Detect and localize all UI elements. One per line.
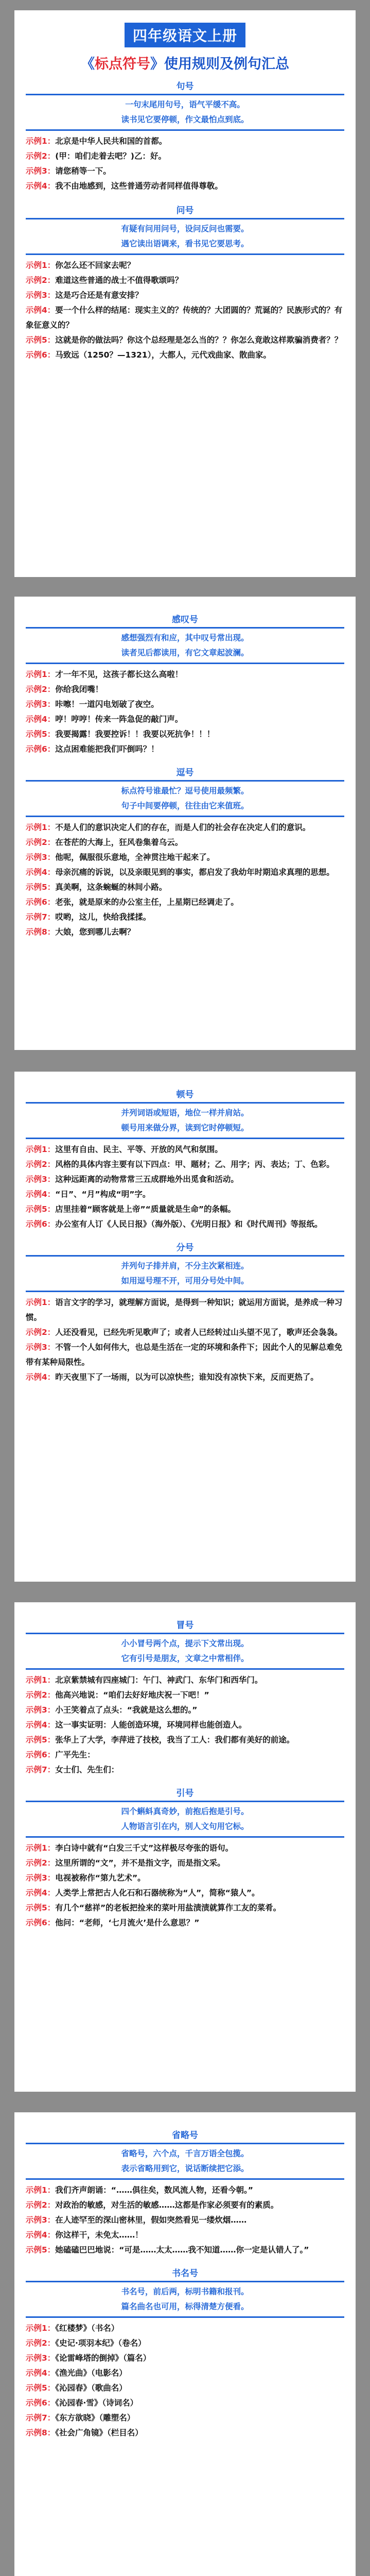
example-line: 示例3：不管一个人如何伟大，也总是生活在一定的环境和条件下；因此个人的见解总难免带有某种局限性。 (26, 1343, 343, 1367)
section-question (26, 203, 344, 363)
rule-line: 读者见后都读用，有它文章起波澜。 (26, 646, 344, 664)
example-line: 示例2：风格的具体内容主要有以下四点：甲、题材；乙、用字；丙、表达；丁、色彩。 (26, 1160, 334, 1169)
section-title: 逗号 (176, 768, 194, 778)
example-line: 示例6：广平先生： (26, 1750, 95, 1759)
rule-line: 省略号，六个点，千言万语全包揽。 (26, 2143, 344, 2161)
example-line: 示例4：《渔光曲》（电影名） (26, 2368, 127, 2378)
rule-line: 并列词语或短语，地位一样并肩站。 (26, 1102, 344, 1121)
card-colon-quotes (14, 1602, 356, 2092)
example-line: 示例5：她磕磕巴巴地说：“可是……太太……我不知道……你一定是认错人了。” (26, 2245, 309, 2255)
section-title: 问号 (176, 206, 194, 216)
rule-line: 遇它读出语调来，看书见它要思考。 (26, 236, 344, 255)
example-line: 示例4：昨天夜里下了一场雨，以为可以凉快些；谁知没有凉快下来，反而更热了。 (26, 1372, 319, 1382)
example-line: 示例1：你怎么还不回家去呢？ (26, 261, 135, 270)
example-line: 示例3：他呢，佩服很乐意地，全神贯注地干起来了。 (26, 853, 215, 862)
example-line: 示例2：《史记·项羽本纪》（卷名） (26, 2338, 146, 2348)
example-line: 示例3：这是巧合还是有意安排？ (26, 291, 143, 300)
example-line: 示例2：你给我闭嘴！ (26, 685, 103, 694)
example-line: 示例3：咔嚓！一道闪电划破了夜空。 (26, 700, 159, 709)
example-line: 示例3：请您稍等一下。 (26, 166, 111, 176)
example-line: 示例6：老张，就是原来的办公室主任，上星期已经调走了。 (26, 897, 239, 907)
example-line: 示例2：在苍茫的大海上，狂风卷集着乌云。 (26, 838, 183, 847)
example-line: 示例5：这就是你的做法吗？你这个总经理是怎么当的？？你怎么竟敢这样欺骗消费者？？ (26, 335, 343, 345)
example-line: 示例4：要一个什么样的结尾：现实主义的？传统的？大团圆的？荒诞的？民族形式的？有象征意义的？ (26, 306, 343, 330)
example-line: 示例2：他高兴地说：“咱们去好好地庆祝一下吧！” (26, 1690, 209, 1700)
example-line: 示例5：店里挂着“顾客就是上帝”“质量就是生命”的条幅。 (26, 1205, 236, 1214)
section-title: 省略号 (172, 2130, 198, 2141)
example-line: 示例3：这种远距离的动物常常三五成群地外出觅食和活动。 (26, 1175, 239, 1184)
rule-line: 标点符号谁最忙？逗号使用最频繁。 (26, 780, 344, 799)
example-line: 示例5：真美啊，这条蜿蜒的林间小路。 (26, 883, 167, 892)
example-line: 示例6：他问：“老师，‘七月流火’是什么意思？” (26, 1918, 200, 1927)
rule-line: 有疑有问用问号，设问反问也需要。 (26, 218, 344, 236)
example-line: 示例2：对政治的敏感，对生活的敏感……这都是作家必须要有的素质。 (26, 2200, 279, 2210)
example-line: 示例6：《沁园春·雪》（诗词名） (26, 2398, 138, 2408)
section-title: 顿号 (176, 1090, 194, 1100)
example-line: 示例6：办公室有人订《人民日报》（海外版）、《光明日报》和《时代周刊》等报纸。 (26, 1219, 323, 1229)
section-title: 分号 (176, 1243, 194, 1253)
subtitle: 《标点符号》使用规则及例句汇总 (81, 56, 289, 72)
example-line: 示例1：北京是中华人民共和国的首都。 (26, 137, 167, 146)
rule-line: 顿号用来做分界，读到它时停顿短。 (26, 1121, 344, 1139)
rule-line: 它有引号是朋友，文章之中常相伴。 (26, 1651, 344, 1670)
card-exclamation-comma (14, 597, 356, 1050)
example-line: 示例3：电视被称作“第九艺术”。 (26, 1873, 146, 1883)
example-line: 示例7：女士们、先生们： (26, 1765, 119, 1774)
example-line: 示例1：这里有自由、民主、平等、开放的风气和氛围。 (26, 1145, 223, 1154)
example-line: 示例2：(甲：咱们走着去吧？)乙：好。 (26, 151, 166, 161)
example-line: 示例5：《沁园春》（歌曲名） (26, 2383, 127, 2393)
example-line: 示例6：这点困难能把我们吓倒吗？！ (26, 744, 159, 754)
example-line: 示例8：大娘，您到哪儿去啊？ (26, 927, 135, 937)
rule-line: 感想强烈有和应，其中叹号常出现。 (26, 627, 344, 646)
card-period-question (14, 10, 356, 577)
example-line: 示例1：我们齐声朗诵：“……俱往矣，数风流人物，还看今朝。” (26, 2185, 253, 2195)
example-line: 示例3：小王笑着点了点头：“我就是这么想的。” (26, 1705, 198, 1715)
example-line: 示例5：张华上了大学，李萍进了技校，我当了工人：我们都有美好的前途。 (26, 1735, 295, 1744)
example-line: 示例1：李白诗中就有“白发三千丈”这样极尽夸张的语句。 (26, 1843, 234, 1853)
section-semicolon (26, 1240, 344, 1385)
rule-line: 四个蝌蚪真奇妙，前抱后抱是引号。 (26, 1801, 344, 1819)
subtitle-highlight: 标点符号 (95, 56, 150, 72)
example-line: 示例1：不是人们的意识决定人们的存在，而是人们的社会存在决定人们的意识。 (26, 823, 311, 832)
example-line: 示例4：哼！哼哼！传来一阵急促的敲门声。 (26, 715, 183, 724)
document-title (26, 23, 344, 73)
example-line: 示例5：我要揭露！我要控诉！！我要以死抗争！！！ (26, 730, 215, 739)
section-title: 句号 (176, 81, 194, 92)
section-period (26, 79, 344, 194)
example-line: 示例1：语言文字的学习，就理解方面说，是得到一种知识；就运用方面说，是养成一种习惯。 (26, 1298, 343, 1322)
section-title: 冒号 (176, 1620, 194, 1631)
section-ellipsis (26, 2128, 344, 2258)
example-line: 示例8：《社会广角镜》（栏目名） (26, 2428, 143, 2437)
section-title: 书名号 (172, 2268, 198, 2279)
rule-line: 人物语言引在内，别人文句用它标。 (26, 1819, 344, 1838)
example-line: 示例2：这里所谓的“文”，并不是指文字，而是指文采。 (26, 1858, 225, 1868)
example-line: 示例4：母亲沉痛的诉说，以及亲眼见到的事实，都启发了我幼年时期追求真理的思想。 (26, 868, 334, 877)
grade-badge: 四年级语文上册 (125, 23, 245, 47)
example-line: 示例1：北京紫禁城有四座城门：午门、神武门、东华门和西华门。 (26, 1675, 263, 1685)
example-line: 示例6：马致远（1250？—1321），大都人，元代戏曲家、散曲家。 (26, 350, 271, 360)
rule-line: 并列句子排并肩，不分主次紧相连。 (26, 1255, 344, 1274)
section-exclamation (26, 612, 344, 757)
example-line: 示例4：这一事实证明：人能创造环境，环境同样也能创造人。 (26, 1720, 247, 1730)
rule-line: 读书见它要停顿，作文最怕点到底。 (26, 112, 344, 131)
rule-line: 篇名曲名也可用，标得清楚方便看。 (26, 2299, 344, 2318)
example-line: 示例7：哎哟，这儿，快给我揉揉。 (26, 912, 151, 922)
example-line: 示例3：《论雷峰塔的倒掉》（篇名） (26, 2353, 151, 2363)
example-line: 示例5：有几个“慈祥”的老板把捡来的菜叶用盐渍渍就算作工友的菜肴。 (26, 1903, 281, 1912)
section-colon (26, 1618, 344, 1777)
example-line: 示例4：“日”、“月”构成“明”字。 (26, 1190, 151, 1199)
rule-line: 一句末尾用句号，语气平缓不高。 (26, 94, 344, 112)
rule-line: 书名号，前后两，标明书籍和报刊。 (26, 2281, 344, 2299)
example-line: 示例1：才一年不见，这孩子都长这么高啦！ (26, 670, 183, 679)
rule-line: 小小冒号两个点，提示下文常出现。 (26, 1633, 344, 1651)
card-dunhao-semicolon (14, 1072, 356, 1582)
section-title: 引号 (176, 1788, 194, 1799)
rule-line: 如用逗号理不开，可用分号处中间。 (26, 1274, 344, 1292)
example-line: 示例1：《红楼梦》（书名） (26, 2324, 119, 2333)
example-line: 示例4：你这样干，未免太……！ (26, 2230, 143, 2240)
section-quotes (26, 1786, 344, 1930)
section-book-title (26, 2266, 344, 2441)
card-ellipsis-booktitle (14, 2112, 356, 2576)
section-comma (26, 765, 344, 940)
rule-line: 表示省略用到它，说话断续把它添。 (26, 2161, 344, 2180)
example-line: 示例4：我不由地感到，这些普通劳动者同样值得尊敬。 (26, 181, 223, 191)
example-line: 示例2：难道这些普通的战士不值得歌颂吗？ (26, 276, 183, 285)
example-line: 示例2：人还没看见，已经先听见歌声了；或者人已经转过山头望不见了，歌声还会袅袅。 (26, 1328, 343, 1337)
section-dunhao (26, 1087, 344, 1232)
rule-line: 句子中间要停顿，往往由它来值班。 (26, 799, 344, 817)
example-line: 示例3：在人迹罕至的深山密林里，假如突然看见一缕炊烟…… (26, 2215, 247, 2225)
example-line: 示例4：人类学上常把古人化石和石器统称为“人”，简称“猿人”。 (26, 1888, 260, 1897)
example-line: 示例7：《东方欲晓》（雕塑名） (26, 2413, 135, 2422)
section-title: 感叹号 (172, 615, 198, 625)
